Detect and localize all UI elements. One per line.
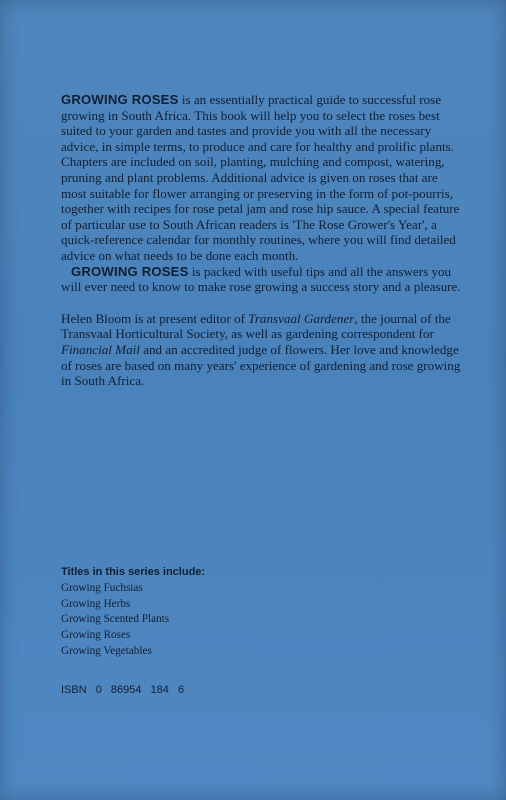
bio-text: Helen Bloom is at present editor of xyxy=(61,310,249,326)
author-bio xyxy=(61,311,461,389)
series-title-item: Growing Roses xyxy=(61,629,131,642)
bio-text: and an accredited judge of flowers. Her love and knowledge of roses are based on many years' experience of gardening and rose growing in South Africa. xyxy=(61,341,461,389)
book-title: GROWING ROSES xyxy=(61,92,179,107)
description-paragraph xyxy=(61,92,461,264)
blurb xyxy=(61,92,461,389)
summary-paragraph xyxy=(61,264,461,295)
series-list xyxy=(61,565,361,660)
series-title-item: Growing Scented Plants xyxy=(61,613,170,626)
series-title-item: Growing Vegetables xyxy=(61,644,152,657)
series-title-item: Growing Herbs xyxy=(61,597,131,610)
summary-text: is packed with useful tips and all the answers you will ever need to know to make rose growing a success story and a pleasure. xyxy=(61,263,461,295)
magazine-title: Transvaal Gardener xyxy=(248,310,355,326)
series-heading: Titles in this series include: xyxy=(61,566,206,578)
bio-text: , the journal of the Transvaal Horticultural Society, as well as gardening correspondent for xyxy=(61,310,451,342)
book-title: GROWING ROSES xyxy=(71,263,189,279)
newspaper-title: Financial Mail xyxy=(61,341,140,357)
description-text: is an essentially practical guide to successful rose growing in South Africa. This book will help you to select the roses best suited to your garden and tastes and provide you with all the necessary advice, in simple terms, to produce and care for healthy and prolific plants. Chapters are included on soil, planting, mulching and compost, watering, pruning and plant problems. Additional advice is given on roses that are most suitable for flower arranging or preserving in the form of pot-pourris, together with recipes for rose petal jam and rose hip sauce. A special feature of particular use to South African readers is 'The Rose Grower's Year', a quick-reference calendar for monthly routines, where you will find detailed advice on what needs to be done each month. xyxy=(61,92,460,263)
series-title-item: Growing Fuchsias xyxy=(61,581,143,594)
series-titles xyxy=(61,581,361,660)
isbn: ISBN 0 86954 184 6 xyxy=(61,684,185,696)
